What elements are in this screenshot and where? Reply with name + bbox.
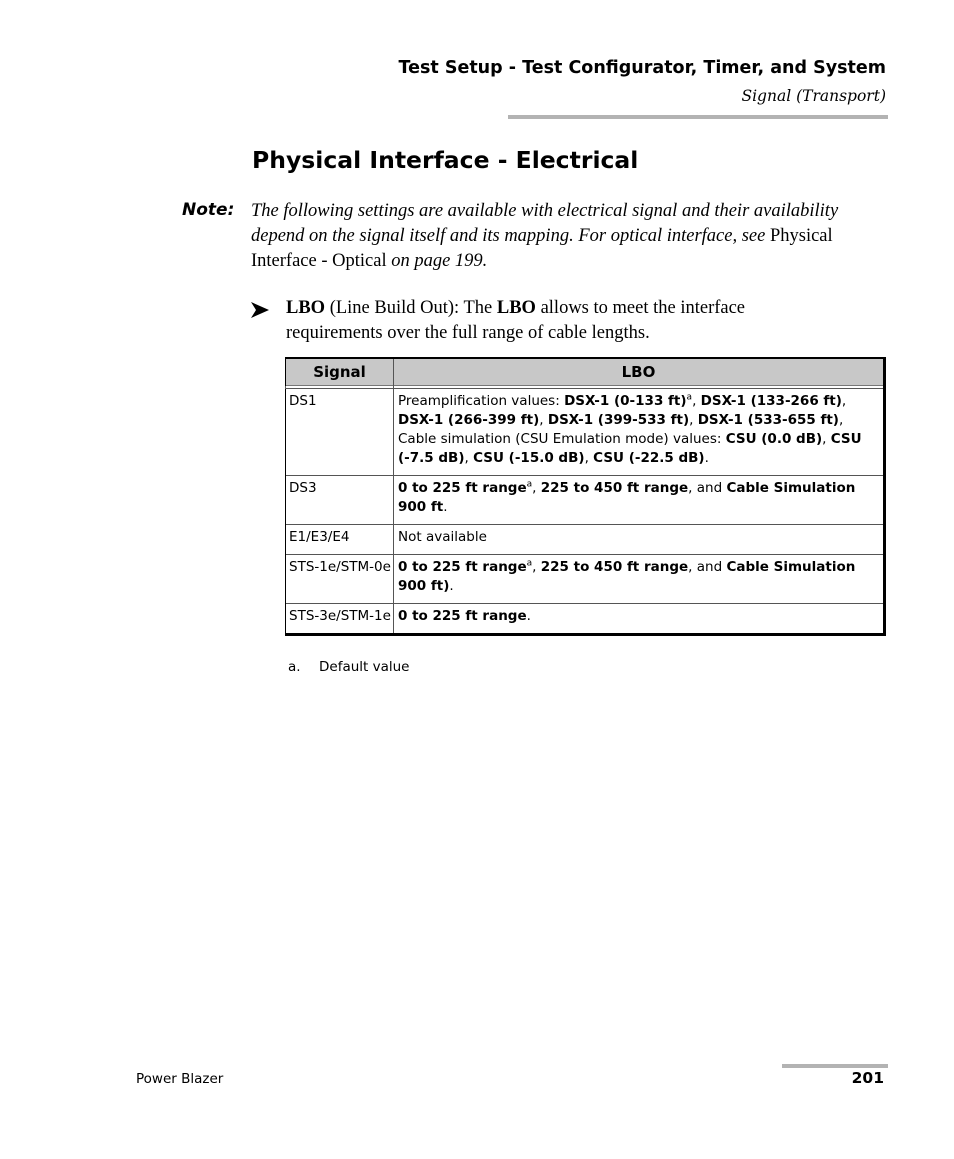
cell-text: , and — [688, 559, 727, 575]
table-row — [286, 476, 885, 525]
cell-value: DSX-1 (0-133 ft) — [564, 393, 687, 409]
footer-rule — [782, 1064, 888, 1068]
bullet-term: LBO — [286, 298, 326, 318]
cell-value: CSU (0.0 dB) — [725, 431, 823, 447]
cell-value: CSU (-22.5 dB) — [593, 450, 705, 466]
arrow-bullet-icon — [250, 300, 270, 320]
running-header-title: Test Setup - Test Configurator, Timer, and System — [398, 58, 886, 78]
running-header-subtitle: Signal (Transport) — [741, 87, 886, 105]
cell-value: CSU (-15.0 dB) — [473, 450, 585, 466]
note-text-before: The following settings are available with electrical signal and their availability depend on the signal itself and its mapping. For optical interface, see — [251, 201, 839, 246]
cell-text: Not available — [398, 529, 487, 545]
table-header-row — [286, 358, 885, 386]
note-text — [251, 199, 851, 274]
bullet-term2: LBO — [496, 298, 536, 318]
lbo-cell — [394, 389, 885, 476]
footer-product-name: Power Blazer — [136, 1071, 224, 1087]
lbo-cell — [394, 555, 885, 604]
table-row — [286, 604, 885, 635]
note-text-after: on page 199. — [386, 251, 488, 271]
cell-text: . — [443, 499, 448, 515]
header-lbo: LBO — [394, 358, 885, 386]
cell-text: , — [532, 559, 541, 575]
cell-text: , — [822, 431, 831, 447]
cell-value: DSX-1 (399-533 ft) — [547, 412, 690, 428]
cell-value: 0 to 225 ft range — [398, 608, 527, 624]
page-number: 201 — [851, 1069, 884, 1087]
cell-value: Cable Simulation 900 ft) — [398, 559, 856, 594]
signal-cell: DS3 — [286, 476, 394, 525]
cell-text: , — [689, 412, 698, 428]
bullet-part2: allows to meet the interface requirements over the full range of cable lengths. — [286, 298, 746, 343]
cell-text: , — [584, 450, 594, 466]
cell-value: 225 to 450 ft range — [540, 480, 689, 496]
cell-value: DSX-1 (266-399 ft) — [398, 412, 540, 428]
bullet-part1: (Line Build Out): The — [325, 298, 497, 318]
footnote-text: Default value — [319, 659, 410, 675]
cell-text: . — [449, 578, 454, 594]
cell-text: . — [526, 608, 531, 624]
header-rule — [508, 115, 888, 119]
table-row — [286, 555, 885, 604]
bullet-lbo-description — [286, 296, 846, 346]
cell-value: DSX-1 (133-266 ft) — [700, 393, 842, 409]
footnote-ref: a — [686, 392, 693, 403]
lbo-cell — [394, 525, 885, 555]
cell-text: , — [539, 412, 548, 428]
table-row — [286, 525, 885, 555]
cell-text: , — [464, 450, 474, 466]
cell-text: , — [532, 480, 541, 496]
lbo-table — [285, 357, 886, 636]
signal-cell: DS1 — [286, 389, 394, 476]
note-reference-link[interactable]: Physical Interface - Optical — [251, 226, 833, 271]
signal-cell: STS-1e/STM-0e — [286, 555, 394, 604]
section-title: Physical Interface - Electrical — [252, 146, 639, 174]
signal-cell: E1/E3/E4 — [286, 525, 394, 555]
lbo-cell — [394, 476, 885, 525]
cell-text: , — [692, 393, 701, 409]
cell-value: 225 to 450 ft range — [540, 559, 689, 575]
cell-value: CSU (-7.5 dB) — [398, 431, 862, 466]
cell-value: 0 to 225 ft range — [398, 559, 527, 575]
cell-text: , — [841, 393, 847, 409]
cell-text: . — [704, 450, 709, 466]
footnote-ref: a — [526, 479, 533, 490]
lbo-cell — [394, 604, 885, 635]
cell-value: DSX-1 (533-655 ft) — [697, 412, 839, 428]
cell-text: , Cable simulation (CSU Emulation mode) values: — [398, 412, 844, 447]
table-row — [286, 389, 885, 476]
cell-value: Cable Simulation 900 ft — [398, 480, 856, 515]
note-label: Note: — [182, 200, 235, 220]
signal-cell: STS-3e/STM-1e — [286, 604, 394, 635]
cell-value: 0 to 225 ft range — [398, 480, 527, 496]
footnote-ref: a — [526, 558, 533, 569]
table-footnote — [288, 659, 410, 675]
footnote-mark: a. — [288, 659, 301, 675]
cell-text: Preamplification values: — [398, 393, 565, 409]
cell-text: , and — [688, 480, 727, 496]
header-signal: Signal — [286, 358, 394, 386]
